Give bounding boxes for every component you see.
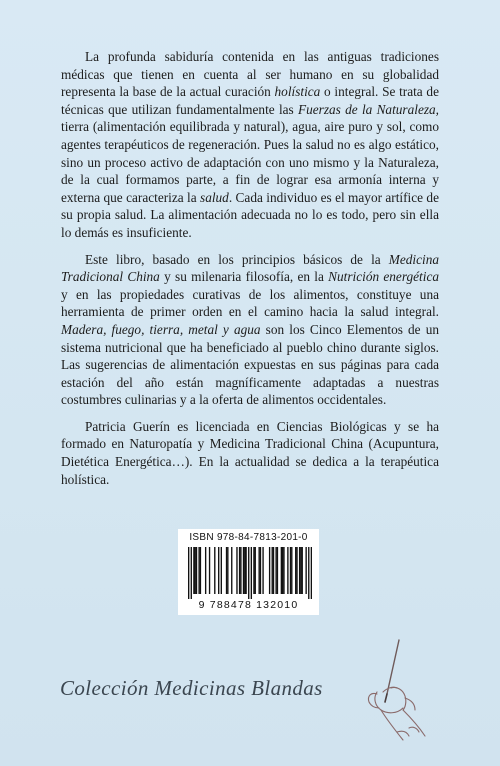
barcode-bar: [299, 547, 300, 594]
barcode-bar: [281, 547, 282, 594]
barcode-bar: [248, 547, 249, 599]
hand-holding-pen-icon: [347, 632, 445, 742]
series-title: Colección Medicinas Blandas: [60, 676, 323, 700]
barcode-bar: [245, 547, 246, 594]
barcode-bar: [258, 547, 259, 594]
barcode-bar: [191, 547, 192, 599]
barcode-bar: [295, 547, 296, 594]
barcode-bar: [218, 547, 219, 594]
italic-run: holística: [274, 84, 321, 100]
barcode-bar: [296, 547, 297, 594]
blurb-paragraph-1: [61, 48, 439, 242]
barcode-bar: [251, 547, 252, 599]
italic-run: Madera, fuego, tierra, metal y agua: [61, 321, 261, 337]
barcode-digits: 9 788478 132010: [198, 599, 299, 611]
text-run: La profunda sabiduría contenida en las antiguas tradiciones médicas que tienen en cuenta al ser humano en su globalidad representa la base de la actual curación: [61, 49, 439, 100]
italic-run: Medicina Tradicional China: [61, 251, 439, 285]
barcode-bar: [275, 547, 276, 594]
text-run: y en las propiedades curativas de los alimentos, constituye una herramienta de primer orden en el camino hacia la salud integral.: [61, 286, 439, 320]
barcode-bar: [205, 547, 206, 594]
barcode-bar: [188, 547, 189, 599]
barcode-bar: [243, 547, 244, 594]
barcode-bar: [193, 547, 194, 594]
text-run: Este libro, basado en los principios básicos de la: [85, 251, 389, 267]
barcode-bar: [287, 547, 288, 594]
barcode-bar: [282, 547, 283, 594]
italic-run: Fuerzas de la Naturaleza,: [298, 101, 439, 117]
barcode-bar: [239, 547, 240, 594]
barcode-bar: [209, 547, 210, 594]
text-run: o integral. Se trata de técnicas que utilizan fundamentalmente las: [61, 84, 439, 117]
barcode-bar: [272, 547, 273, 594]
barcode-bar: [291, 547, 292, 594]
barcode-bar: [227, 547, 228, 594]
barcode-bar: [195, 547, 196, 594]
isbn-barcode: [178, 529, 319, 615]
isbn-label: ISBN 978-84-7813-201-0: [189, 532, 308, 543]
italic-run: salud: [200, 189, 229, 205]
barcode-bar: [260, 547, 261, 594]
barcode-bar: [305, 547, 306, 594]
barcode-bar: [283, 547, 284, 594]
text-run: tierra (alimentación equilibrada y natural), agua, aire puro y sol, como agentes terapéuticos de regeneración. Pues la salud no es algo estático, sino un proceso activo de adaptación con uno mismo y la Naturaleza, de la cual formamos parte, a fin de lograr esa armonía interna y externa que caracteriza la: [61, 119, 439, 205]
barcode-bar: [240, 547, 241, 594]
barcode-bar: [198, 547, 199, 594]
blurb-paragraph-2: [61, 251, 439, 409]
barcode-bar: [262, 547, 263, 594]
barcode-bar: [214, 547, 215, 594]
barcode-bar: [311, 547, 312, 599]
barcode-bar: [231, 547, 232, 594]
blurb-text: [61, 48, 439, 488]
barcode-bar: [290, 547, 291, 594]
italic-run: Nutrición energética: [328, 269, 439, 285]
author-bio-paragraph: Patricia Guerín es licenciada en Ciencias Biológicas y se ha formado en Naturopatía y Medicina Tradicional China (Acupuntura, Dietética Energética…). En la actualidad se dedica a la terapéutica holística.: [61, 418, 439, 487]
barcode-bar: [302, 547, 303, 594]
barcode-bar: [300, 547, 301, 594]
barcode-bar: [226, 547, 227, 594]
barcode-bar: [221, 547, 222, 594]
barcode-bar: [253, 547, 254, 594]
barcode-bar: [236, 547, 237, 594]
barcode-bar: [200, 547, 201, 594]
barcode-bar: [244, 547, 245, 594]
barcode-bar: [255, 547, 256, 594]
barcode-bar: [269, 547, 270, 594]
text-run: y su milenaria filosofía, en la: [159, 269, 329, 285]
text-run: son los Cinco Elementos de un sistema nutricional que ha beneficiado al pueblo chino durante siglos. Las sugerencias de alimentación expuestas en sus páginas para cada estación del año están magníficamente adaptadas a nuestras costumbres culinarias y a la oferta de alimentos occidentales.: [61, 321, 439, 408]
barcode-bar: [308, 547, 309, 599]
text-run: . Cada individuo es el mayor artífice de su propia salud. La alimentación adecuada no lo es todo, pero sin ella lo demás es insuficiente.: [61, 189, 439, 240]
barcode-bar: [196, 547, 197, 594]
barcode-bar: [273, 547, 274, 594]
barcode-bar: [277, 547, 278, 594]
barcode-bars: [188, 547, 312, 599]
